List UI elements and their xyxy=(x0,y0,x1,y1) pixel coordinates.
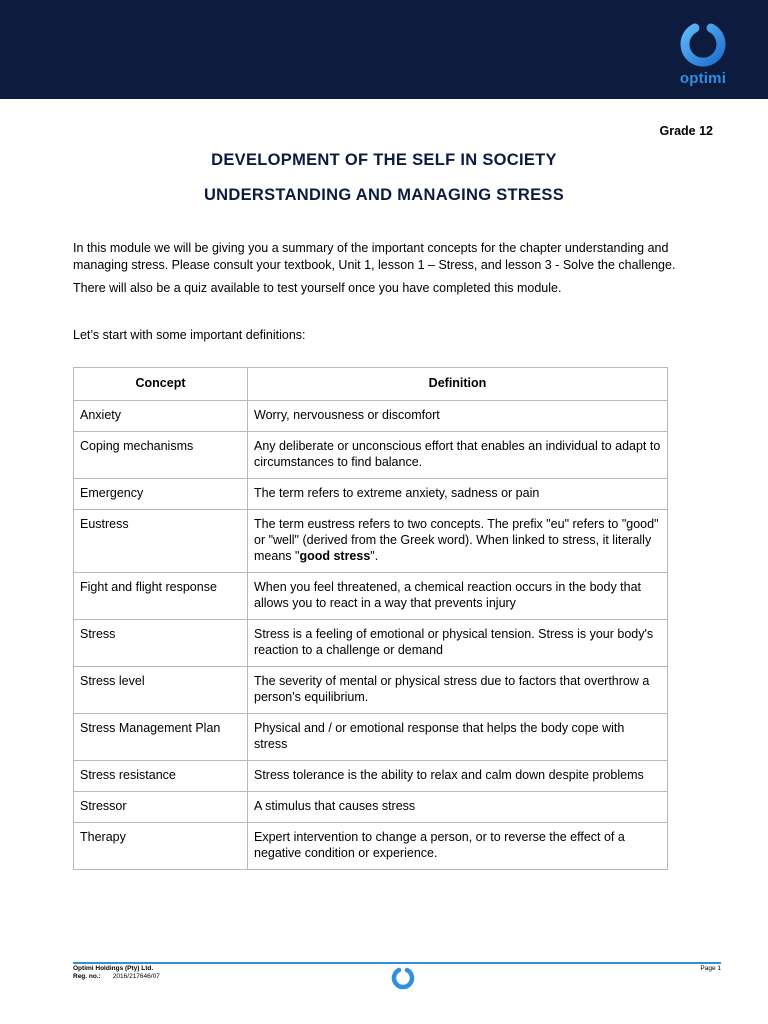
optimi-logo xyxy=(677,20,729,87)
concept-cell: Emergency xyxy=(74,479,248,510)
definition-emphasis: good stress xyxy=(299,549,371,563)
definition-cell xyxy=(248,510,668,573)
definition-text-end: ". xyxy=(370,549,379,563)
table-row xyxy=(74,792,668,823)
definition-cell: A stimulus that causes stress xyxy=(248,792,668,823)
table-row xyxy=(74,620,668,667)
concept-cell: Eustress xyxy=(74,510,248,573)
concept-cell: Therapy xyxy=(74,823,248,870)
table-row xyxy=(74,479,668,510)
page-number: Page 1 xyxy=(700,965,721,972)
footer-company-info xyxy=(73,965,160,981)
table-row xyxy=(74,823,668,870)
header-band xyxy=(0,0,768,99)
page-subtitle: UNDERSTANDING AND MANAGING STRESS xyxy=(203,186,565,204)
concept-cell: Stress Management Plan xyxy=(74,714,248,761)
definition-cell: Any deliberate or unconscious effort that enables an individual to adapt to circumstances to find balance. xyxy=(248,432,668,479)
intro-paragraph: In this module we will be giving you a summary of the important concepts for the chapter understanding and managing stress. Please consult your textbook, Unit 1, lesson 1 – Stress, and lesson 3 - Solve the challenge. xyxy=(73,241,676,272)
definition-cell: Expert intervention to change a person, or to reverse the effect of a negative condition or experience. xyxy=(248,823,668,870)
definitions-lead: Let’s start with some important definitions: xyxy=(73,328,306,342)
concept-cell: Stress resistance xyxy=(74,761,248,792)
definition-cell: The severity of mental or physical stress due to factors that overthrow a person's equilibrium. xyxy=(248,667,668,714)
grade-label: Grade 12 xyxy=(659,124,713,138)
definitions-table xyxy=(73,367,668,870)
definition-cell: The term refers to extreme anxiety, sadness or pain xyxy=(248,479,668,510)
table-row xyxy=(74,714,668,761)
logo-text: optimi xyxy=(679,70,727,87)
optimi-ring-icon xyxy=(679,20,727,68)
definition-text: The term eustress refers to two concepts. The prefix "eu" refers to "good" or "well" (derived from the Greek word). When linked to stress, it literally means " xyxy=(254,517,659,563)
reg-number: 2016/217646/07 xyxy=(112,973,160,980)
page-title: DEVELOPMENT OF THE SELF IN SOCIETY xyxy=(211,151,557,169)
concept-cell: Anxiety xyxy=(74,401,248,432)
reg-label: Reg. no.: xyxy=(73,973,101,980)
quiz-note: There will also be a quiz available to test yourself once you have completed this module. xyxy=(73,281,562,295)
column-header-definition: Definition xyxy=(248,368,668,401)
definition-cell: When you feel threatened, a chemical reaction occurs in the body that allows you to react in a way that prevents injury xyxy=(248,573,668,620)
table-row xyxy=(74,573,668,620)
table-row xyxy=(74,401,668,432)
definition-cell: Physical and / or emotional response that helps the body cope with stress xyxy=(248,714,668,761)
footer-logo-icon xyxy=(391,966,415,995)
table-row xyxy=(74,761,668,792)
table-row xyxy=(74,667,668,714)
definition-cell: Worry, nervousness or discomfort xyxy=(248,401,668,432)
concept-cell: Fight and flight response xyxy=(74,573,248,620)
column-header-concept: Concept xyxy=(74,368,248,401)
company-name: Optimi Holdings (Pty) Ltd. xyxy=(73,965,154,972)
concept-cell: Stress level xyxy=(74,667,248,714)
concept-cell: Stress xyxy=(74,620,248,667)
table-row xyxy=(74,510,668,573)
definition-cell: Stress is a feeling of emotional or physical tension. Stress is your body's reaction to a challenge or demand xyxy=(248,620,668,667)
concept-cell: Stressor xyxy=(74,792,248,823)
registration-line xyxy=(73,973,160,981)
table-header-row xyxy=(74,368,668,401)
table-row xyxy=(74,432,668,479)
definition-cell: Stress tolerance is the ability to relax and calm down despite problems xyxy=(248,761,668,792)
footer-divider xyxy=(73,962,721,964)
concept-cell: Coping mechanisms xyxy=(74,432,248,479)
